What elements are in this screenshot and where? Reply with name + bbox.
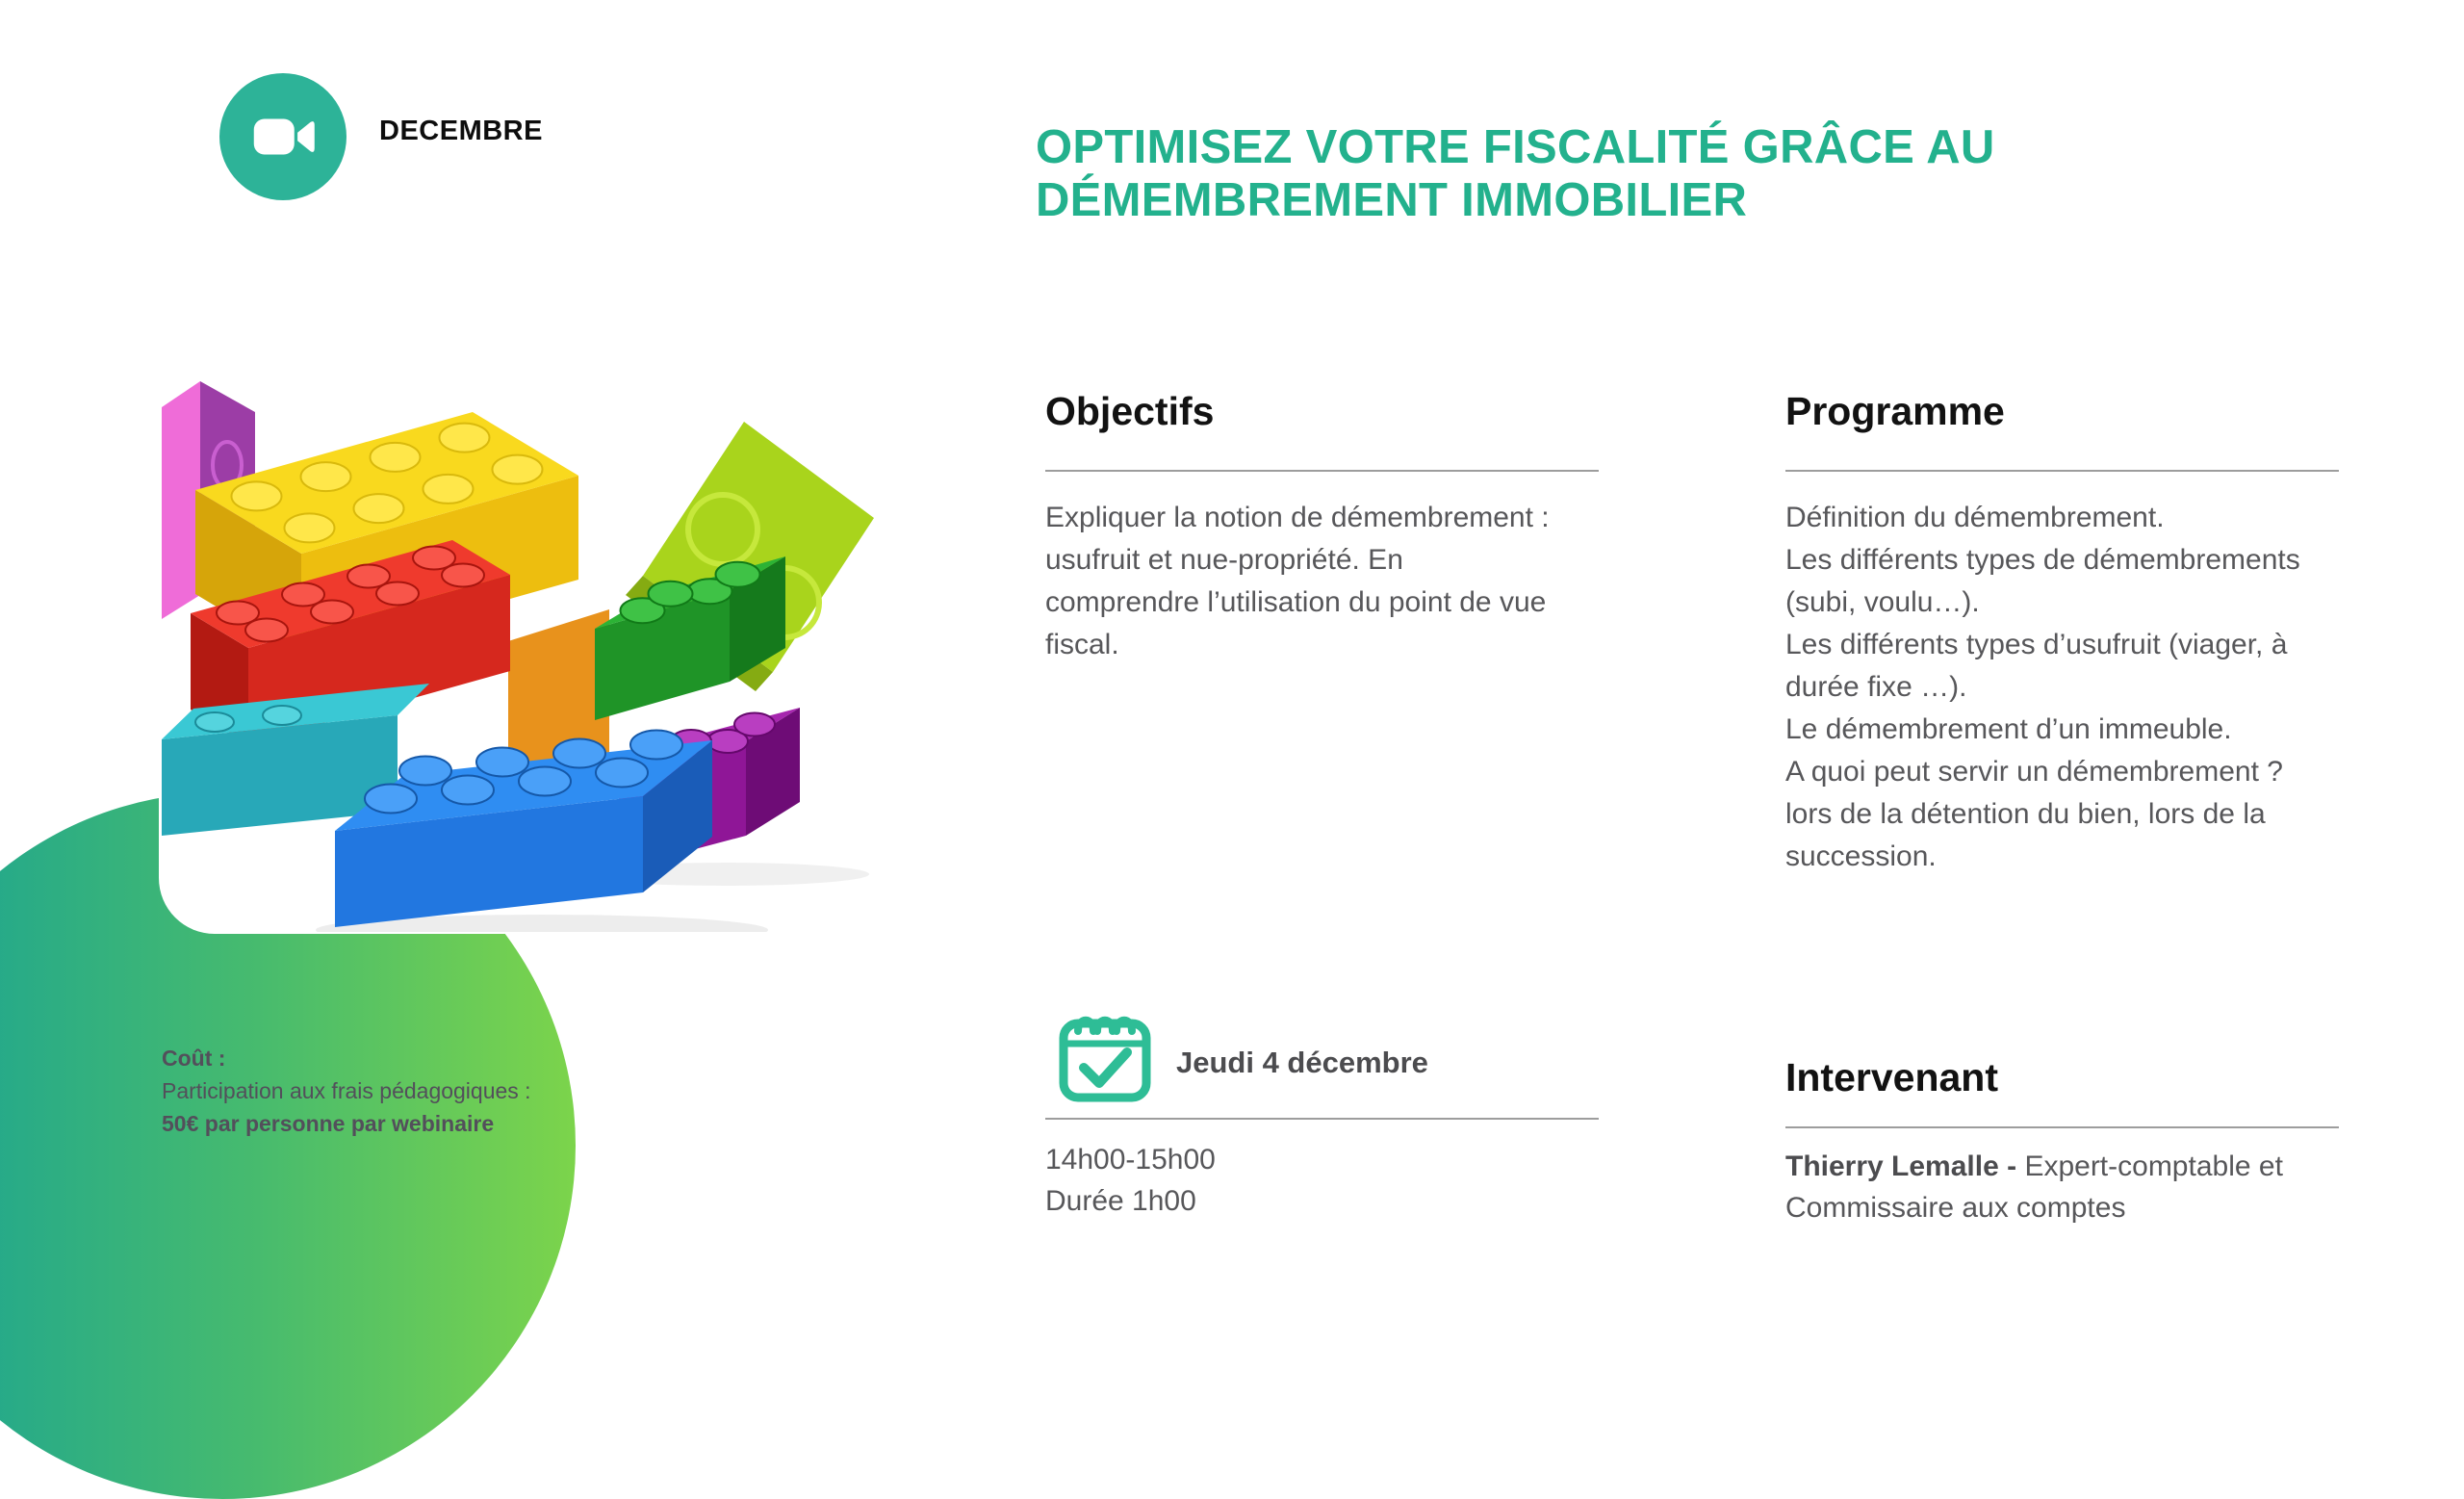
intervenant-role-line1: Expert-comptable et [2024,1150,2283,1182]
cost-label: Coût : [162,1046,226,1071]
intervenant-name: Thierry Lemalle - [1785,1150,2025,1182]
objectifs-body: Expliquer la notion de démembrement : usufruit et nue-propriété. En comprendre l’utilisation du point de vue fiscal. [1045,502,1550,660]
intervenant-divider [1785,1126,2339,1128]
video-camera-icon [243,96,323,177]
webinar-logo [219,73,346,200]
session-times [1045,1139,1216,1222]
programme-divider [1785,470,2339,472]
cost-participation-line: Participation aux frais pédagogiques : [162,1078,531,1103]
lego-bricks-illustration [157,374,1014,932]
intervenant-heading: Intervenant [1785,1055,1998,1099]
time-range: 14h00-15h00 [1045,1144,1216,1176]
cost-price-line: 50€ par personne par webinaire [162,1111,495,1136]
duration: Durée 1h00 [1045,1185,1196,1217]
month-label: DECEMBRE [379,116,543,146]
programme-heading: Programme [1785,389,2005,433]
session-date: Jeudi 4 décembre [1176,1046,1428,1079]
intervenant-details [1785,1146,2344,1228]
programme-body: Définition du démembrement. Les différents types de démembrements (subi, voulu…). Les différents types d’usufruit (viager, à durée fixe …). Le démembrement d’un immeuble. A quoi peut servir un démembrement ? lors de la détention du bien, lors de la succession. [1785,502,2300,872]
intervenant-role-line2: Commissaire aux comptes [1785,1192,2126,1224]
objectifs-heading: Objectifs [1045,389,1215,433]
calendar-check-icon [1057,1007,1153,1103]
cost-block [162,1042,531,1140]
page-title: OPTIMISEZ VOTRE FISCALITÉ GRÂCE AU DÉMEMBREMENT IMMOBILIER [1036,121,1995,226]
schedule-divider [1045,1118,1599,1120]
objectifs-divider [1045,470,1599,472]
